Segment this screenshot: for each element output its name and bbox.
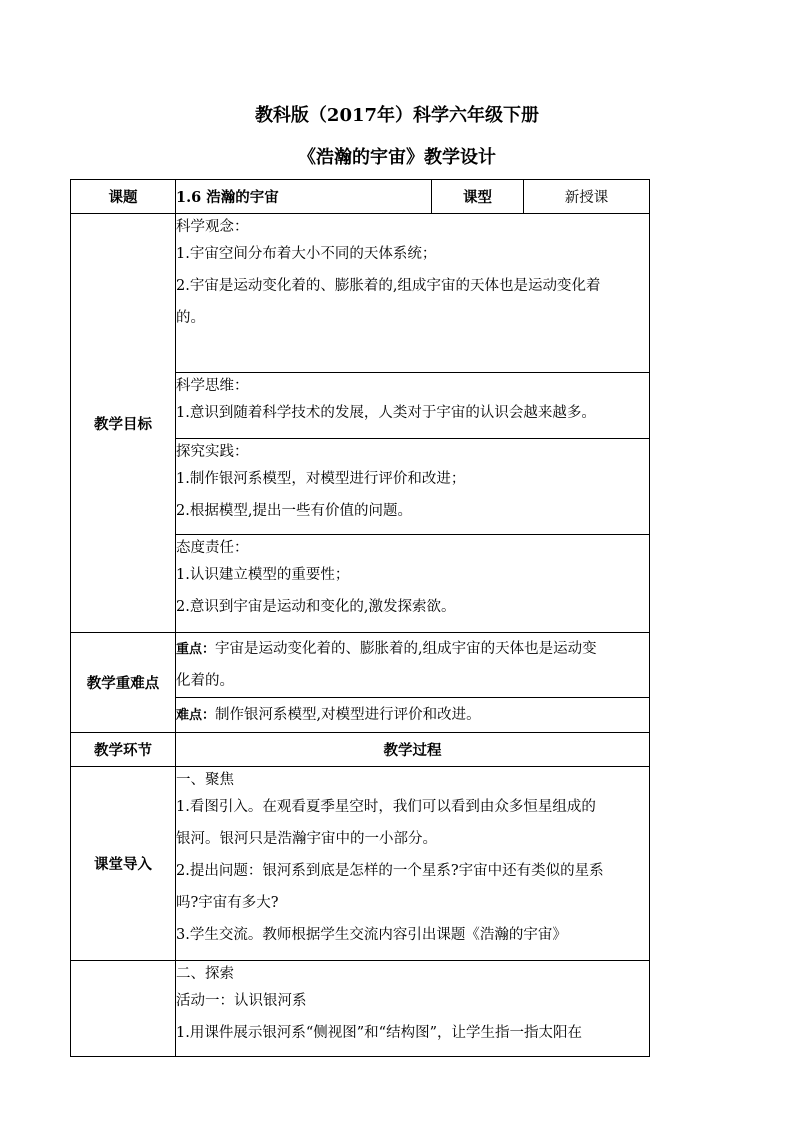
process-line: 银河。银河只是浩瀚宇宙中的一小部分。 <box>176 831 437 847</box>
topic-label: 课题 <box>71 180 176 214</box>
key-points-label: 教学重难点 <box>71 633 176 733</box>
process-line: 活动一：认识银河系 <box>176 993 307 1009</box>
document-subtitle: 《浩瀚的宇宙》教学设计 <box>298 147 496 168</box>
objective-line: 2.意识到宇宙是运动和变化的,激发探索欲。 <box>176 599 456 615</box>
document-title: 教科版（2017年）科学六年级下册 <box>254 105 540 126</box>
type-label: 课型 <box>432 180 524 214</box>
objective-line: 2.根据模型,提出一些有价值的问题。 <box>176 503 412 519</box>
focus-text-continued: 化着的。 <box>176 673 234 689</box>
focus-text: 宇宙是运动变化着的、膨胀着的,组成宇宙的天体也是运动变 <box>215 641 597 657</box>
key-point-focus-row <box>71 633 650 698</box>
objective-line: 的。 <box>176 310 205 326</box>
process-line: 1.用课件展示银河系“侧视图”和“结构图”，让学生指一指太阳在 <box>176 1025 582 1041</box>
explore-label <box>71 961 176 1057</box>
objective-section-concept <box>71 214 650 373</box>
difficulty-text: 制作银河系模型,对模型进行评价和改进。 <box>215 707 481 723</box>
intro-row <box>71 767 650 961</box>
objective-heading: 科学思维： <box>176 378 249 394</box>
focus-label: 重点： <box>176 642 216 657</box>
objective-heading: 态度责任： <box>176 540 249 556</box>
topic-value: 1.6 浩瀚的宇宙 <box>176 180 432 214</box>
explore-row <box>71 961 650 1057</box>
type-value: 新授课 <box>524 180 650 214</box>
stage-label: 教学环节 <box>71 733 176 767</box>
objective-line: 1.制作银河系模型，对模型进行评价和改进； <box>176 471 466 487</box>
process-header-row <box>71 733 650 767</box>
objective-line: 2.宇宙是运动变化着的、膨胀着的,组成宇宙的天体也是运动变化着 <box>176 278 601 294</box>
objectives-label: 教学目标 <box>71 214 176 633</box>
process-label: 教学过程 <box>176 733 650 767</box>
intro-label: 课堂导入 <box>71 767 176 961</box>
objective-heading: 科学观念： <box>176 219 249 235</box>
process-line: 一、聚焦 <box>176 772 234 788</box>
objective-line: 1.认识建立模型的重要性； <box>176 567 350 583</box>
difficulty-label: 难点： <box>176 708 216 723</box>
objective-line: 1.宇宙空间分布着大小不同的天体系统； <box>176 246 437 262</box>
process-line: 2.提出问题：银河系到底是怎样的一个星系?宇宙中还有类似的星系 <box>176 863 604 879</box>
process-line: 吗?宇宙有多大? <box>176 895 279 911</box>
objective-line: 1.意识到随着科学技术的发展，人类对于宇宙的认识会越来越多。 <box>176 405 596 421</box>
objective-heading: 探究实践： <box>176 444 249 460</box>
process-line: 二、探索 <box>176 966 234 982</box>
lesson-plan-table <box>70 179 650 1057</box>
process-line: 3.学生交流。教师根据学生交流内容引出课题《浩瀚的宇宙》 <box>176 927 567 943</box>
topic-row <box>71 180 650 214</box>
process-line: 1.看图引入。在观看夏季星空时，我们可以看到由众多恒星组成的 <box>176 799 596 815</box>
